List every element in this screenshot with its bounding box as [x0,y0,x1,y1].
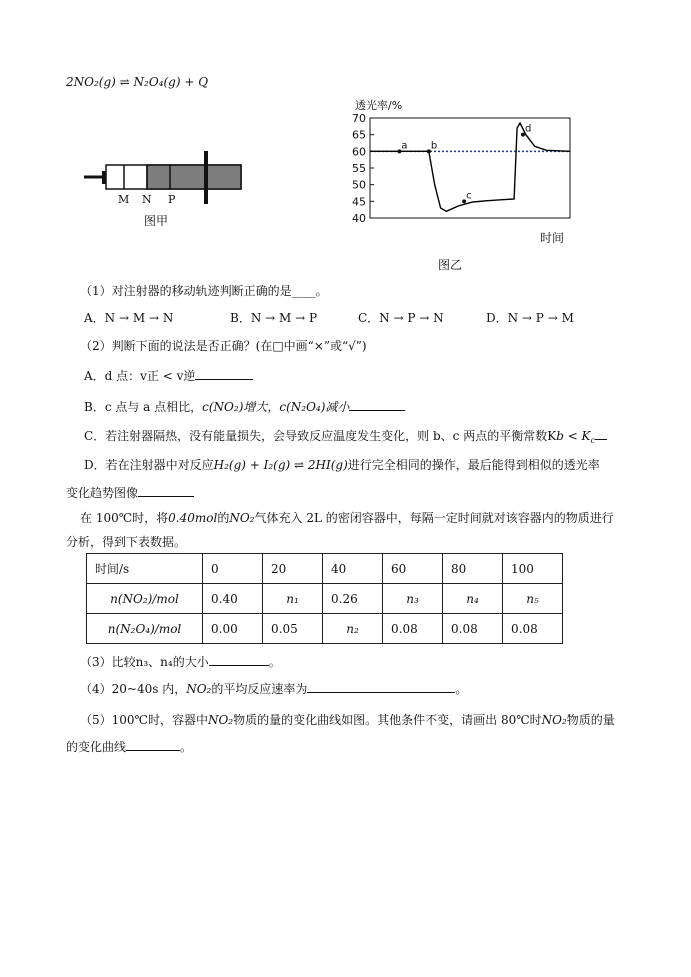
table-row [87,554,563,584]
q4-pre: （4）20~40s 内， [80,682,187,696]
table-cell: 0 [203,554,263,584]
y-tick-label: 40 [352,212,366,225]
table-cell: n(N₂O₄)/mol [87,614,203,644]
table-cell: 0.08 [383,614,443,644]
q2-a-text: A．d 点：v正 < v逆 [84,369,196,383]
table-row [87,584,563,614]
q2-a-blank[interactable] [195,367,253,380]
y-tick-label: 55 [352,162,366,175]
table-cell: n₂ [323,614,383,644]
transmittance-chart [340,108,580,233]
point-label-c: c [466,190,472,202]
point-label-a: a [401,140,408,152]
y-tick-label: 70 [352,112,366,125]
q2-a [84,367,253,384]
q5-post: 物质的量 [566,713,615,727]
table-cell: 20 [263,554,323,584]
y-tick-label: 60 [352,145,366,159]
q3-text: （3）比较n₃、n₄的大小 [80,655,209,669]
q5-blank[interactable] [126,738,180,751]
point-label-b: b [430,140,438,152]
table-cell: 100 [503,554,563,584]
q5-mid: 物质的量的变化曲线如图。其他条件不变，请画出 80℃时 [233,713,542,727]
table-cell: n₅ [503,584,563,614]
q2-c-tail: b < K [556,429,591,443]
syringe-figure [84,148,244,210]
q4-post: 的平均反应速率为 [211,682,308,696]
figure-a-caption: 图甲 [144,214,169,228]
q1-option-d: D．N → P → M [486,311,574,325]
q5-species: NO₂ [207,713,234,727]
q1-stem: （1）对注射器的移动轨迹判断正确的是____。 [80,284,328,298]
q1-option-a: A．N → M → N [84,311,174,325]
q2-d-line1 [84,456,600,473]
y-tick-label: 50 [352,178,366,192]
figure-b-caption: 图乙 [438,258,463,272]
q3-end: 。 [268,655,281,669]
reaction-equation: 2NO₂(g) ⇌ N₂O₄(g) + Q [66,75,209,89]
table-cell: n(NO₂)/mol [87,584,203,614]
q5-end: 。 [180,740,193,754]
q2-b-pre: B．c 点与 a 点相比， [84,400,203,414]
intro-species: NO₂ [229,511,255,525]
point-label-d: d [524,123,532,135]
data-table [86,553,563,644]
table-cell: 0.26 [323,584,383,614]
q4-blank[interactable] [307,680,455,693]
q2-d-pre: D．若在注射器中对反应 [84,458,214,472]
chart-xlabel: 时间 [540,231,565,245]
y-tick-label: 45 [352,195,366,209]
intro-amount: 0.40mol [168,511,218,525]
syringe-label-p: P [168,193,176,206]
intro-line2: 分析，得到下表数据。 [66,535,187,549]
syringe-label-m: M [118,193,130,206]
q5-line1 [80,711,615,728]
q1-option-b: B．N → M → P [230,311,318,325]
q2-d-blank[interactable] [138,484,194,497]
q2-c-sub: c [590,436,596,445]
syringe-label-n: N [142,193,152,206]
q2-b-mid: c(NO₂)增大，c(N₂O₄)减小 [202,400,350,414]
table-cell: n₁ [263,584,323,614]
q4 [80,680,467,697]
y-tick-label: 65 [352,128,366,142]
intro-of: 的 [217,511,230,525]
q2-b [84,398,405,415]
intro-line1 [80,509,614,526]
table-cell: 0.08 [443,614,503,644]
q2-stem: （2）判断下面的说法是否正确？(在□中画“×”或“√”) [80,339,367,353]
table-row [87,614,563,644]
table-cell: 0.05 [263,614,323,644]
table-cell: n₄ [443,584,503,614]
table-cell: n₃ [383,584,443,614]
intro-post: 气体充入 2L 的密闭容器中，每隔一定时间就对该容器内的物质进行 [254,511,614,525]
q2-c [84,427,607,444]
q3 [80,653,281,670]
table-cell: 40 [323,554,383,584]
table-cell: 时间/s [87,554,203,584]
q2-c-text: C．若注射器隔热，没有能量损失，会导致反应温度发生变化，则 b、c 两点的平衡常数K [84,429,557,443]
q4-species: NO₂ [186,682,212,696]
q4-end: 。 [455,682,468,696]
q2-b-blank[interactable] [349,398,405,411]
q5-pre: （5）100℃时，容器中 [80,713,208,727]
q2-d-post: 进行完全相同的操作，最后能得到相似的透光率 [347,458,600,472]
chart-ylabel: 透光率/% [355,99,403,112]
q2-d2-text: 变化趋势图像 [66,486,139,500]
table-cell: 60 [383,554,443,584]
q2-c-blank[interactable] [595,427,607,440]
table-cell: 80 [443,554,503,584]
q2-d-eq: H₂(g) + I₂(g) ⇌ 2HI(g) [213,458,348,472]
q3-blank[interactable] [209,653,269,666]
q5-line2-text: 的变化曲线 [66,740,127,754]
intro-pre: 在 100℃时，将 [80,511,169,525]
q1-option-c: C．N → P → N [358,311,444,325]
q2-d-line2 [66,484,194,501]
q5-species-2: NO₂ [541,713,567,727]
table-cell: 0.00 [203,614,263,644]
q5-line2 [66,738,192,755]
table-cell: 0.08 [503,614,563,644]
table-cell: 0.40 [203,584,263,614]
